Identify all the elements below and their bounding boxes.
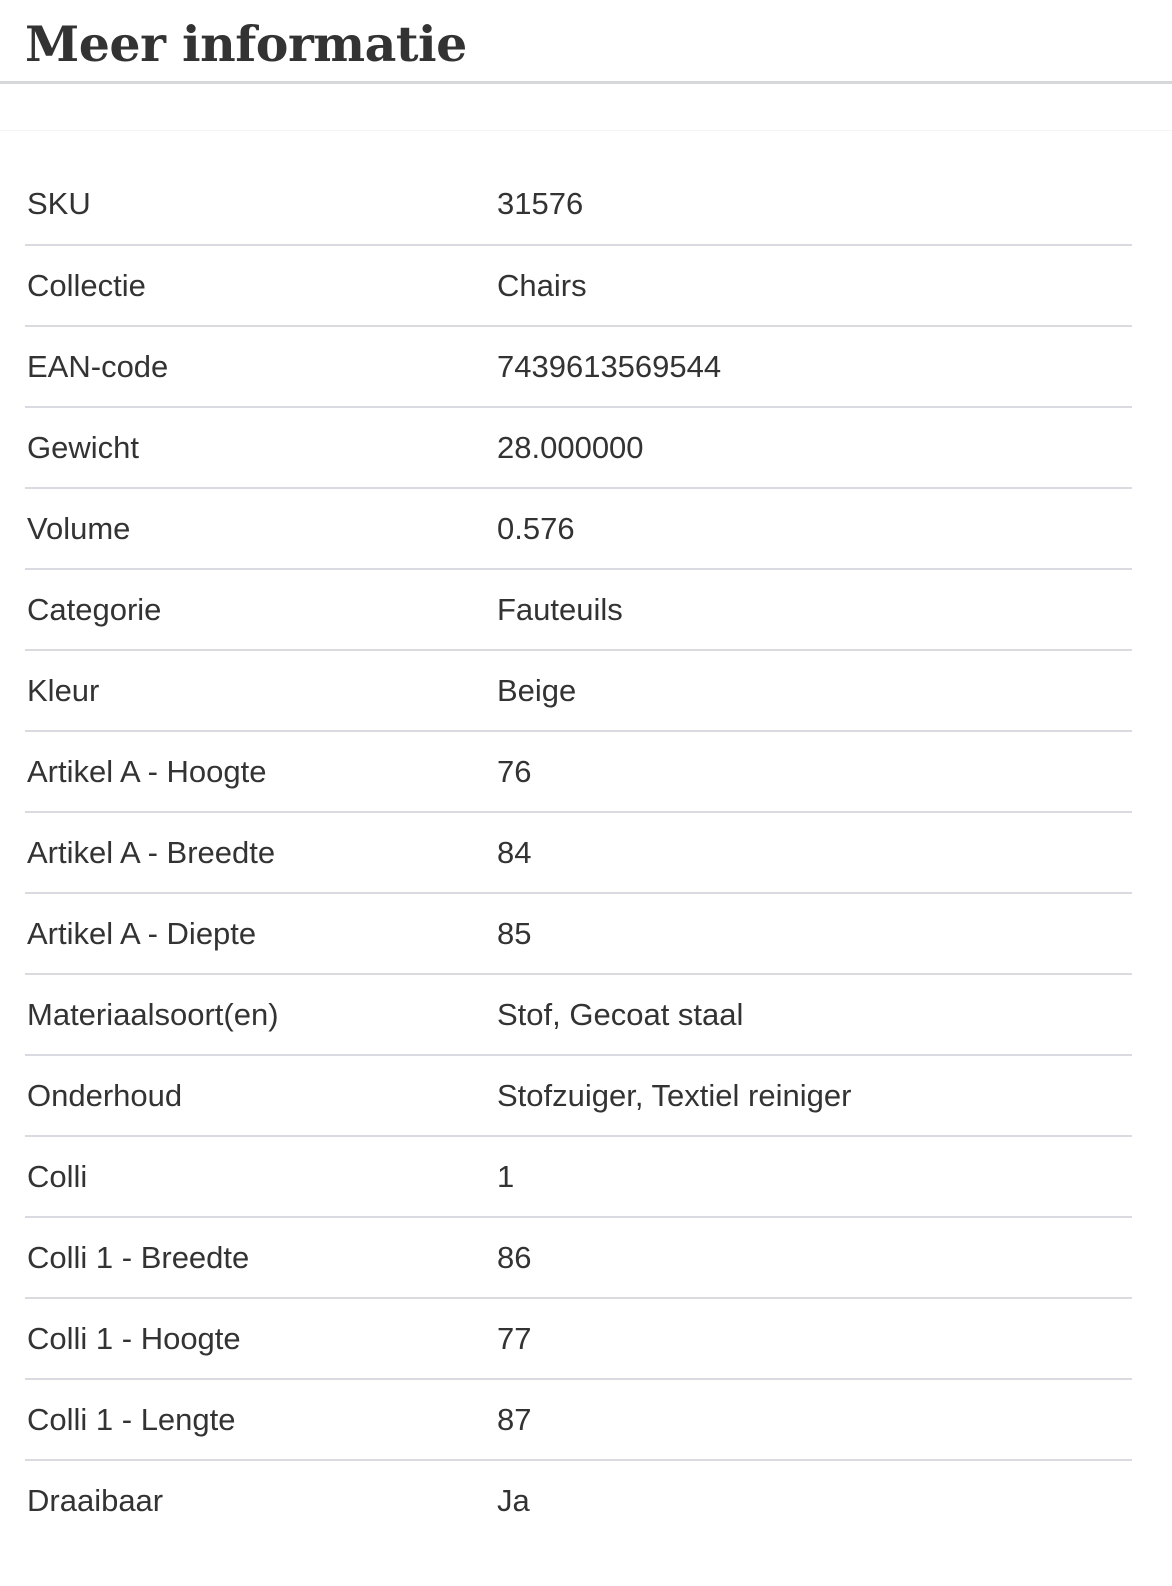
attribute-value: 7439613569544 xyxy=(497,326,1132,407)
table-row xyxy=(25,245,1132,326)
attribute-label: SKU xyxy=(25,164,497,245)
table-row xyxy=(25,650,1132,731)
table-row xyxy=(25,1217,1132,1298)
attribute-label: Artikel A - Breedte xyxy=(25,812,497,893)
attribute-label: Gewicht xyxy=(25,407,497,488)
attribute-value: 0.576 xyxy=(497,488,1132,569)
table-row xyxy=(25,1055,1132,1136)
attribute-label: Artikel A - Diepte xyxy=(25,893,497,974)
table-row xyxy=(25,1460,1132,1541)
table-row xyxy=(25,407,1132,488)
attribute-label: Colli xyxy=(25,1136,497,1217)
attribute-value: Stofzuiger, Textiel reiniger xyxy=(497,1055,1132,1136)
attribute-value: Stof, Gecoat staal xyxy=(497,974,1132,1055)
additional-info-panel xyxy=(0,130,1172,1586)
table-row xyxy=(25,1298,1132,1379)
attribute-value: Fauteuils xyxy=(497,569,1132,650)
page-title: Meer informatie xyxy=(25,15,467,73)
attribute-value: 77 xyxy=(497,1298,1132,1379)
additional-attributes-table xyxy=(25,164,1132,1541)
attribute-label: Categorie xyxy=(25,569,497,650)
attribute-value: Ja xyxy=(497,1483,530,1518)
section-header xyxy=(0,0,1172,84)
table-row xyxy=(25,812,1132,893)
attribute-label: Artikel A - Hoogte xyxy=(25,731,497,812)
attribute-value: 31576 xyxy=(497,164,1132,245)
table-row xyxy=(25,893,1132,974)
attribute-label: Colli 1 - Hoogte xyxy=(25,1298,497,1379)
attribute-value: 1 xyxy=(497,1136,1132,1217)
attribute-label: Colli 1 - Lengte xyxy=(25,1379,497,1460)
attribute-label: Colli 1 - Breedte xyxy=(25,1217,497,1298)
attribute-value: 84 xyxy=(497,812,1132,893)
attribute-label: Draaibaar xyxy=(27,1483,164,1518)
table-row xyxy=(25,569,1132,650)
table-row xyxy=(25,731,1132,812)
attribute-value: Chairs xyxy=(497,245,1132,326)
attribute-value: 76 xyxy=(497,731,1132,812)
attribute-value: 87 xyxy=(497,1379,1132,1460)
attribute-label: Volume xyxy=(25,488,497,569)
table-row xyxy=(25,164,1132,245)
table-row xyxy=(25,1379,1132,1460)
attribute-label: Onderhoud xyxy=(25,1055,497,1136)
table-row xyxy=(25,1136,1132,1217)
attribute-value: Beige xyxy=(497,650,1132,731)
attribute-label: Kleur xyxy=(25,650,497,731)
attribute-value: 85 xyxy=(497,893,1132,974)
attribute-value: 86 xyxy=(497,1217,1132,1298)
attribute-label: Collectie xyxy=(25,245,497,326)
table-row xyxy=(25,326,1132,407)
attribute-value: 28.000000 xyxy=(497,407,1132,488)
attribute-label: EAN-code xyxy=(25,326,497,407)
table-row xyxy=(25,488,1132,569)
attribute-label: Materiaalsoort(en) xyxy=(25,974,497,1055)
table-row xyxy=(25,974,1132,1055)
